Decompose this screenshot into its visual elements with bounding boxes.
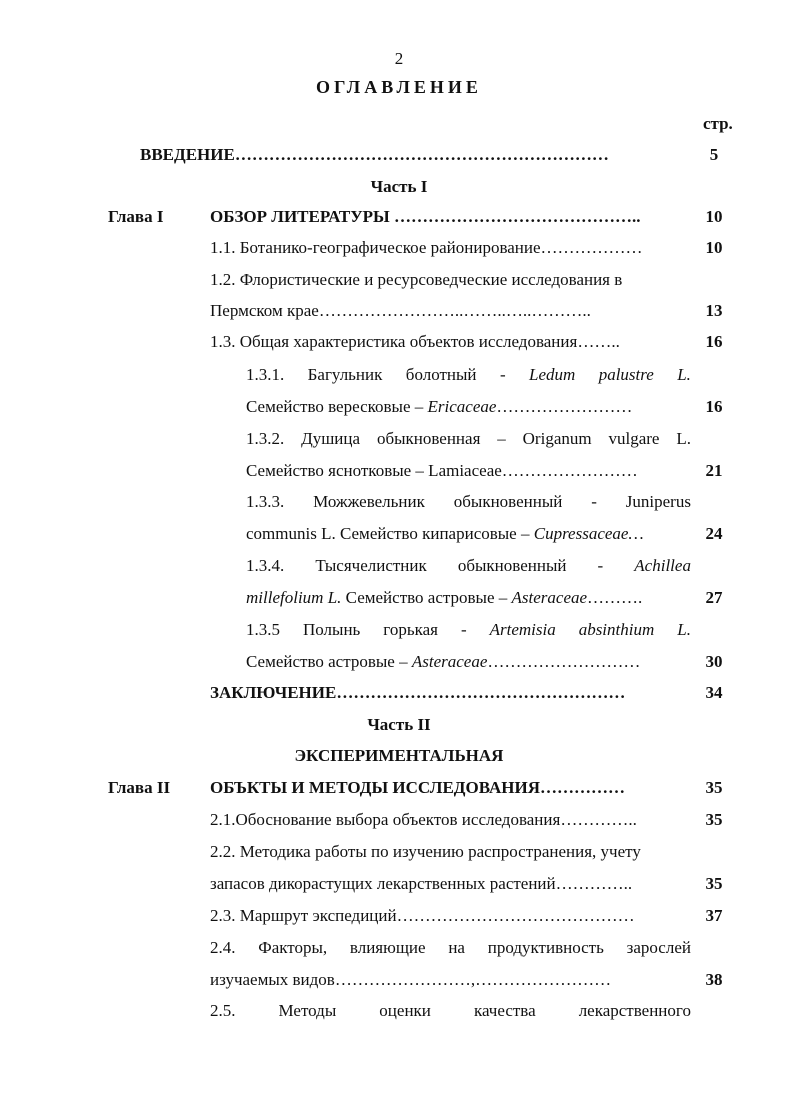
toc-page: 35 <box>705 810 723 829</box>
toc-title: communis L. Семейство кипарисовые – <box>246 524 534 543</box>
toc-title: Семейство астровые – <box>341 588 512 607</box>
toc-entry-2-3[interactable] <box>210 907 635 924</box>
toc-page: 24 <box>705 524 723 543</box>
toc-entry-1-1[interactable] <box>210 239 643 256</box>
leader-dots: ………….. <box>560 810 637 829</box>
toc-page: 5 <box>709 145 719 164</box>
toc-word: 1.3.1. <box>246 365 285 384</box>
toc-entry-1-3-5-line1[interactable] <box>246 621 691 638</box>
leader-dots: …….. <box>577 332 620 351</box>
toc-entry-1-3-1-line1[interactable] <box>246 366 691 383</box>
toc-title: 2.3. Маршрут экспедиций <box>210 906 397 925</box>
leader-dots: ……………………… <box>487 652 641 671</box>
part-heading: Часть I <box>370 177 428 196</box>
toc-word: обыкновенная <box>376 429 481 448</box>
toc-latin: Asteraceae <box>511 588 588 607</box>
toc-entry-chapter-2[interactable] <box>210 779 625 796</box>
toc-word: Полынь <box>302 620 361 639</box>
toc-word: L. <box>676 429 691 448</box>
toc-word: лекарственного <box>578 1001 691 1020</box>
toc-latin: Cupressaceae… <box>533 524 644 543</box>
toc-title: изучаемых видов <box>210 970 335 989</box>
leader-dots: ………. <box>587 588 643 607</box>
toc-page: 10 <box>705 238 723 257</box>
chapter-label: Глава I <box>108 207 164 226</box>
toc-title: ОБЗОР ЛИТЕРАТУРЫ <box>210 207 390 226</box>
toc-word: - <box>597 556 604 575</box>
toc-page: 35 <box>705 778 723 797</box>
leader-dots: ……………………..……..…..……….. <box>318 301 591 320</box>
toc-word: 2.5. <box>210 1001 236 1020</box>
toc-page: 34 <box>705 683 723 702</box>
toc-entry-intro[interactable] <box>140 146 609 163</box>
toc-word: Artemisia <box>489 620 556 639</box>
leader-dots: …………………… <box>496 397 633 416</box>
toc-page: 16 <box>705 332 723 351</box>
toc-page: 35 <box>705 874 723 893</box>
toc-word: 2.4. <box>210 938 236 957</box>
toc-entry-2-4-line1[interactable] <box>210 939 691 956</box>
toc-latin: Asteraceae <box>411 652 488 671</box>
toc-title: 1.1. Ботанико-географическое районирование <box>210 238 541 257</box>
toc-word: - <box>460 620 467 639</box>
toc-label: ВВЕДЕНИЕ <box>140 145 235 164</box>
toc-word: горькая <box>383 620 438 639</box>
toc-word: на <box>448 938 465 957</box>
toc-word: L. <box>677 620 691 639</box>
toc-entry-2-2-line2[interactable] <box>210 875 632 892</box>
toc-word: болотный <box>405 365 477 384</box>
page-title: ОГЛАВЛЕНИЕ <box>316 77 482 97</box>
toc-latin: Ericaceae <box>427 397 497 416</box>
page-number: 2 <box>394 49 404 68</box>
toc-word: влияющие <box>349 938 426 957</box>
toc-word: vulgare <box>608 429 660 448</box>
toc-word: Achillea <box>634 556 691 575</box>
toc-entry-1-3-1-line2[interactable] <box>246 398 632 415</box>
toc-word: Тысячелистник <box>315 556 427 575</box>
toc-word: Ledum <box>529 365 576 384</box>
leader-dots: ………………………………………………………… <box>234 145 609 164</box>
toc-word: Факторы, <box>258 938 328 957</box>
leader-dots: …………… <box>539 778 625 797</box>
toc-title: Семейство вересковые – <box>246 397 428 416</box>
toc-entry-2-5-line1[interactable] <box>210 1002 691 1019</box>
leader-dots: ……………… <box>540 238 643 257</box>
toc-title: 2.1.Обоснование выбора объектов исследования <box>210 810 561 829</box>
toc-entry-1-3-2-line2[interactable] <box>246 462 638 479</box>
toc-page: 13 <box>705 301 723 320</box>
leader-dots: ……………………,…………………… <box>334 970 612 989</box>
toc-word: Багульник <box>307 365 383 384</box>
toc-title: Пермском крае <box>210 301 319 320</box>
toc-word: обыкновенный <box>457 556 567 575</box>
toc-entry-1-3-4-line1[interactable] <box>246 557 691 574</box>
toc-page: 21 <box>705 461 723 480</box>
toc-word: 1.3.4. <box>246 556 285 575</box>
toc-entry-1-3[interactable] <box>210 333 620 350</box>
toc-title: Семейство астровые – <box>246 652 412 671</box>
toc-title: запасов дикорастущих лекарственных растений <box>210 874 556 893</box>
toc-page: 16 <box>705 397 723 416</box>
toc-entry-chapter-1[interactable] <box>210 208 641 225</box>
toc-word: оценки <box>379 1001 431 1020</box>
toc-entry-2-1[interactable] <box>210 811 637 828</box>
toc-word: продуктивность <box>487 938 604 957</box>
toc-word: – <box>497 429 506 448</box>
toc-word: absinthium <box>578 620 655 639</box>
leader-dots: …………………………………… <box>396 906 635 925</box>
toc-word: Origanum <box>522 429 592 448</box>
toc-title: ОБЪКТЫ И МЕТОДЫ ИССЛЕДОВАНИЯ <box>210 778 540 797</box>
toc-page: 30 <box>705 652 723 671</box>
leader-dots: …………………… <box>501 461 638 480</box>
toc-entry-1-3-4-line2[interactable] <box>246 589 642 606</box>
part-title: ЭКСПЕРИМЕНТАЛЬНАЯ <box>294 746 504 765</box>
chapter-label: Глава II <box>108 778 171 797</box>
toc-word: 1.3.3. <box>246 492 285 511</box>
toc-word: L. <box>677 365 691 384</box>
leader-dots: …………………………………….. <box>389 207 641 226</box>
toc-entry-1-2-line2[interactable] <box>210 302 591 319</box>
toc-word: качества <box>473 1001 536 1020</box>
leader-dots: ………….. <box>555 874 633 893</box>
toc-entry-1-3-2-line1[interactable] <box>246 430 691 447</box>
toc-page: 38 <box>705 970 723 989</box>
toc-page: 10 <box>705 207 723 226</box>
toc-word: 1.3.2. <box>246 429 285 448</box>
toc-latin: millefolium L. <box>246 588 342 607</box>
toc-title: Семейство яснотковые – Lamiaceae <box>246 461 502 480</box>
toc-word: обыкновенный <box>453 492 563 511</box>
leader-dots: …………………………………………… <box>336 683 626 702</box>
toc-word: Душица <box>301 429 361 448</box>
toc-entry-1-3-5-line2[interactable] <box>246 653 640 670</box>
toc-word: - <box>591 492 597 511</box>
toc-entry-1-2-line1[interactable]: 1.2. Флористические и ресурсоведческие исследования в <box>210 270 623 289</box>
toc-entry-2-4-line2[interactable] <box>210 971 611 988</box>
toc-word: Методы <box>278 1001 337 1020</box>
toc-entry-1-3-3-line2[interactable] <box>246 525 644 542</box>
toc-word: palustre <box>598 365 654 384</box>
toc-page: 27 <box>705 588 723 607</box>
toc-entry-1-3-3-line1[interactable] <box>246 493 691 510</box>
toc-entry-2-2-line1[interactable]: 2.2. Методика работы по изучению распространения, учету <box>210 842 641 861</box>
part-heading: Часть II <box>367 715 431 734</box>
toc-word: зарослей <box>626 938 691 957</box>
toc-page: 37 <box>705 906 723 925</box>
toc-word: Juniperus <box>625 492 691 511</box>
toc-title: 1.3. Общая характеристика объектов исследования <box>210 332 578 351</box>
toc-word: Можжевельник <box>313 492 425 511</box>
toc-word: - <box>499 365 506 384</box>
toc-entry-conclusion[interactable] <box>210 684 625 701</box>
page-column-header: стр. <box>703 114 733 133</box>
toc-word: 1.3.5 <box>246 620 280 639</box>
toc-title: ЗАКЛЮЧЕНИЕ <box>210 683 337 702</box>
